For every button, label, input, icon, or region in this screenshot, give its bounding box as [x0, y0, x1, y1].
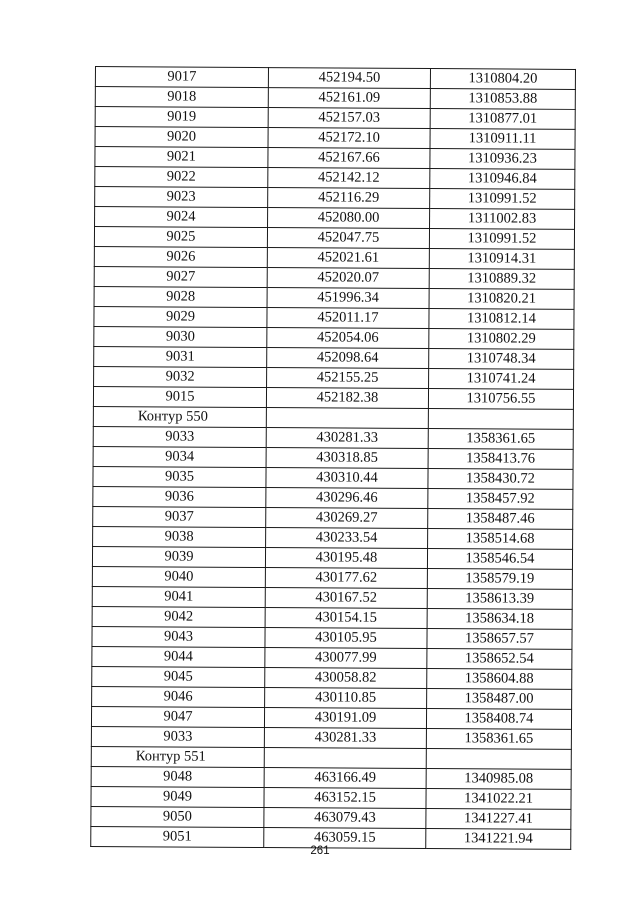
point-number-cell: 9020: [95, 127, 268, 148]
y-coordinate-cell: 1310889.32: [429, 269, 574, 290]
x-coordinate-cell: 452021.61: [267, 248, 429, 269]
point-number-cell: 9021: [95, 147, 268, 168]
table-row: [95, 147, 575, 170]
x-coordinate-cell: 430154.15: [265, 608, 427, 629]
point-number-cell: 9024: [95, 207, 268, 228]
point-number-cell: 9029: [94, 306, 267, 327]
table-row: [92, 546, 572, 569]
table-row: [91, 726, 571, 749]
y-coordinate-cell: 1341221.94: [426, 829, 571, 850]
table-row: [94, 246, 574, 269]
table-row: [92, 666, 572, 689]
table-row: [92, 586, 572, 609]
x-coordinate-cell: 430296.46: [266, 488, 428, 509]
x-coordinate-cell: 452020.07: [267, 268, 429, 289]
point-number-cell: 9033: [91, 726, 264, 747]
x-coordinate-cell: 463079.43: [264, 808, 426, 829]
table-row: [93, 526, 573, 549]
point-number-cell: 9033: [93, 426, 266, 447]
page-number: 261: [310, 845, 330, 857]
table-row: [93, 466, 573, 489]
point-number-cell: 9035: [93, 466, 266, 487]
y-coordinate-cell: 1310756.55: [428, 389, 573, 410]
x-coordinate-cell: 430195.48: [265, 548, 427, 569]
x-coordinate-cell: 430167.52: [265, 588, 427, 609]
point-number-cell: 9018: [95, 87, 268, 108]
x-coordinate-cell: 452011.17: [267, 308, 429, 329]
y-coordinate-cell: 1358652.54: [427, 649, 572, 670]
y-coordinate-cell: 1358408.74: [426, 709, 571, 730]
table-row: [95, 107, 575, 130]
y-coordinate-cell: 1358361.65: [426, 729, 571, 750]
point-number-cell: 9019: [95, 107, 268, 128]
table-row: [94, 366, 574, 389]
point-number-cell: 9042: [92, 606, 265, 627]
point-number-cell: 9032: [94, 366, 267, 387]
point-number-cell: 9049: [91, 786, 264, 807]
y-coordinate-cell: 1310936.23: [430, 149, 575, 170]
y-coordinate-cell: 1310911.11: [430, 129, 575, 150]
table-row: [95, 167, 575, 190]
table-row: [92, 606, 572, 629]
x-coordinate-cell: 430105.95: [265, 628, 427, 649]
y-coordinate-cell: 1310877.01: [430, 109, 575, 130]
table-row: [94, 227, 574, 250]
x-coordinate-cell: 451996.34: [267, 288, 429, 309]
table-row: [91, 806, 571, 829]
empty-cell: [426, 749, 571, 770]
x-coordinate-cell: 430058.82: [265, 668, 427, 689]
y-coordinate-cell: 1358579.19: [427, 569, 572, 590]
x-coordinate-cell: 430110.85: [265, 688, 427, 709]
table-row: [91, 766, 571, 789]
point-number-cell: 9031: [94, 346, 267, 367]
table-row: [95, 127, 575, 150]
x-coordinate-cell: 452098.64: [267, 348, 429, 369]
x-coordinate-cell: 463059.15: [264, 828, 426, 849]
table-row: [94, 266, 574, 289]
x-coordinate-cell: 430281.33: [266, 428, 428, 449]
x-coordinate-cell: 452157.03: [268, 108, 430, 129]
point-number-cell: 9022: [95, 167, 268, 188]
y-coordinate-cell: 1341227.41: [426, 809, 571, 830]
table-row: [94, 346, 574, 369]
point-number-cell: 9015: [93, 386, 266, 407]
x-coordinate-cell: 430318.85: [266, 448, 428, 469]
table-row: [94, 326, 574, 349]
y-coordinate-cell: 1358457.92: [428, 489, 573, 510]
x-coordinate-cell: 452080.00: [268, 208, 430, 229]
point-number-cell: 9028: [94, 286, 267, 307]
x-coordinate-cell: 430269.27: [266, 508, 428, 529]
table-row: [93, 506, 573, 529]
point-number-cell: 9041: [92, 586, 265, 607]
y-coordinate-cell: 1340985.08: [426, 769, 571, 790]
y-coordinate-cell: 1310991.52: [429, 229, 574, 250]
contour-name: Контур 550: [93, 406, 266, 427]
x-coordinate-cell: 463152.15: [264, 788, 426, 809]
table-row: [91, 786, 571, 809]
y-coordinate-cell: 1310741.24: [429, 369, 574, 390]
x-coordinate-cell: 430233.54: [266, 528, 428, 549]
x-coordinate-cell: 452116.29: [268, 188, 430, 209]
table-row: [92, 646, 572, 669]
point-number-cell: 9023: [95, 187, 268, 208]
point-number-cell: 9026: [94, 246, 267, 267]
table-row: [93, 446, 573, 469]
point-number-cell: 9045: [92, 666, 265, 687]
point-number-cell: 9044: [92, 646, 265, 667]
x-coordinate-cell: 430281.33: [264, 728, 426, 749]
point-number-cell: 9043: [92, 626, 265, 647]
y-coordinate-cell: 1310820.21: [429, 289, 574, 310]
table-row: [95, 87, 575, 110]
x-coordinate-cell: 452047.75: [267, 228, 429, 249]
x-coordinate-cell: 463166.49: [264, 768, 426, 789]
x-coordinate-cell: 452054.06: [267, 328, 429, 349]
coordinates-table: [90, 66, 576, 850]
point-number-cell: 9017: [95, 67, 268, 88]
x-coordinate-cell: 452194.50: [268, 68, 430, 89]
point-number-cell: 9027: [94, 266, 267, 287]
x-coordinate-cell: 430310.44: [266, 468, 428, 489]
contour-name: Контур 551: [91, 746, 264, 767]
point-number-cell: 9048: [91, 766, 264, 787]
x-coordinate-cell: 452172.10: [268, 128, 430, 149]
empty-cell: [428, 409, 573, 430]
x-coordinate-cell: 452182.38: [266, 388, 428, 409]
point-number-cell: 9038: [93, 526, 266, 547]
empty-cell: [266, 408, 428, 429]
y-coordinate-cell: 1358634.18: [427, 609, 572, 630]
table-row: [92, 566, 572, 589]
point-number-cell: 9030: [94, 326, 267, 347]
table-row: [95, 187, 575, 210]
point-number-cell: 9037: [93, 506, 266, 527]
y-coordinate-cell: 1358657.57: [427, 629, 572, 650]
y-coordinate-cell: 1311002.83: [430, 209, 575, 230]
table-row: [93, 386, 573, 409]
y-coordinate-cell: 1358487.46: [428, 509, 573, 530]
table-row: [93, 486, 573, 509]
table-row: [91, 706, 571, 729]
table-row: [92, 626, 572, 649]
point-number-cell: 9051: [91, 826, 264, 847]
table-row: [94, 306, 574, 329]
y-coordinate-cell: 1358546.54: [427, 549, 572, 570]
x-coordinate-cell: 452142.12: [268, 168, 430, 189]
point-number-cell: 9034: [93, 446, 266, 467]
point-number-cell: 9039: [92, 546, 265, 567]
x-coordinate-cell: 452167.66: [268, 148, 430, 169]
y-coordinate-cell: 1358430.72: [428, 469, 573, 490]
y-coordinate-cell: 1358613.39: [427, 589, 572, 610]
table-row: [95, 207, 575, 230]
y-coordinate-cell: 1358413.76: [428, 449, 573, 470]
coordinates-table-body: [91, 67, 576, 850]
y-coordinate-cell: 1310748.34: [429, 349, 574, 370]
y-coordinate-cell: 1310946.84: [430, 169, 575, 190]
y-coordinate-cell: 1310914.31: [429, 249, 574, 270]
table-row: [92, 686, 572, 709]
y-coordinate-cell: 1341022.21: [426, 789, 571, 810]
point-number-cell: 9050: [91, 806, 264, 827]
y-coordinate-cell: 1310812.14: [429, 309, 574, 330]
y-coordinate-cell: 1310853.88: [430, 89, 575, 110]
empty-cell: [264, 748, 426, 769]
y-coordinate-cell: 1358361.65: [428, 429, 573, 450]
point-number-cell: 9025: [94, 227, 267, 248]
x-coordinate-cell: 430177.62: [265, 568, 427, 589]
y-coordinate-cell: 1310804.20: [430, 69, 575, 90]
y-coordinate-cell: 1358487.00: [427, 689, 572, 710]
y-coordinate-cell: 1310991.52: [430, 189, 575, 210]
contour-header-row: [93, 406, 573, 429]
point-number-cell: 9046: [92, 686, 265, 707]
point-number-cell: 9036: [93, 486, 266, 507]
x-coordinate-cell: 452161.09: [268, 88, 430, 109]
table-row: [94, 286, 574, 309]
contour-header-row: [91, 746, 571, 769]
x-coordinate-cell: 452155.25: [267, 368, 429, 389]
y-coordinate-cell: 1358514.68: [428, 529, 573, 550]
x-coordinate-cell: 430077.99: [265, 648, 427, 669]
table-row: [95, 67, 575, 90]
y-coordinate-cell: 1358604.88: [427, 669, 572, 690]
y-coordinate-cell: 1310802.29: [429, 329, 574, 350]
point-number-cell: 9040: [92, 566, 265, 587]
x-coordinate-cell: 430191.09: [264, 708, 426, 729]
point-number-cell: 9047: [91, 706, 264, 727]
table-row: [93, 426, 573, 449]
